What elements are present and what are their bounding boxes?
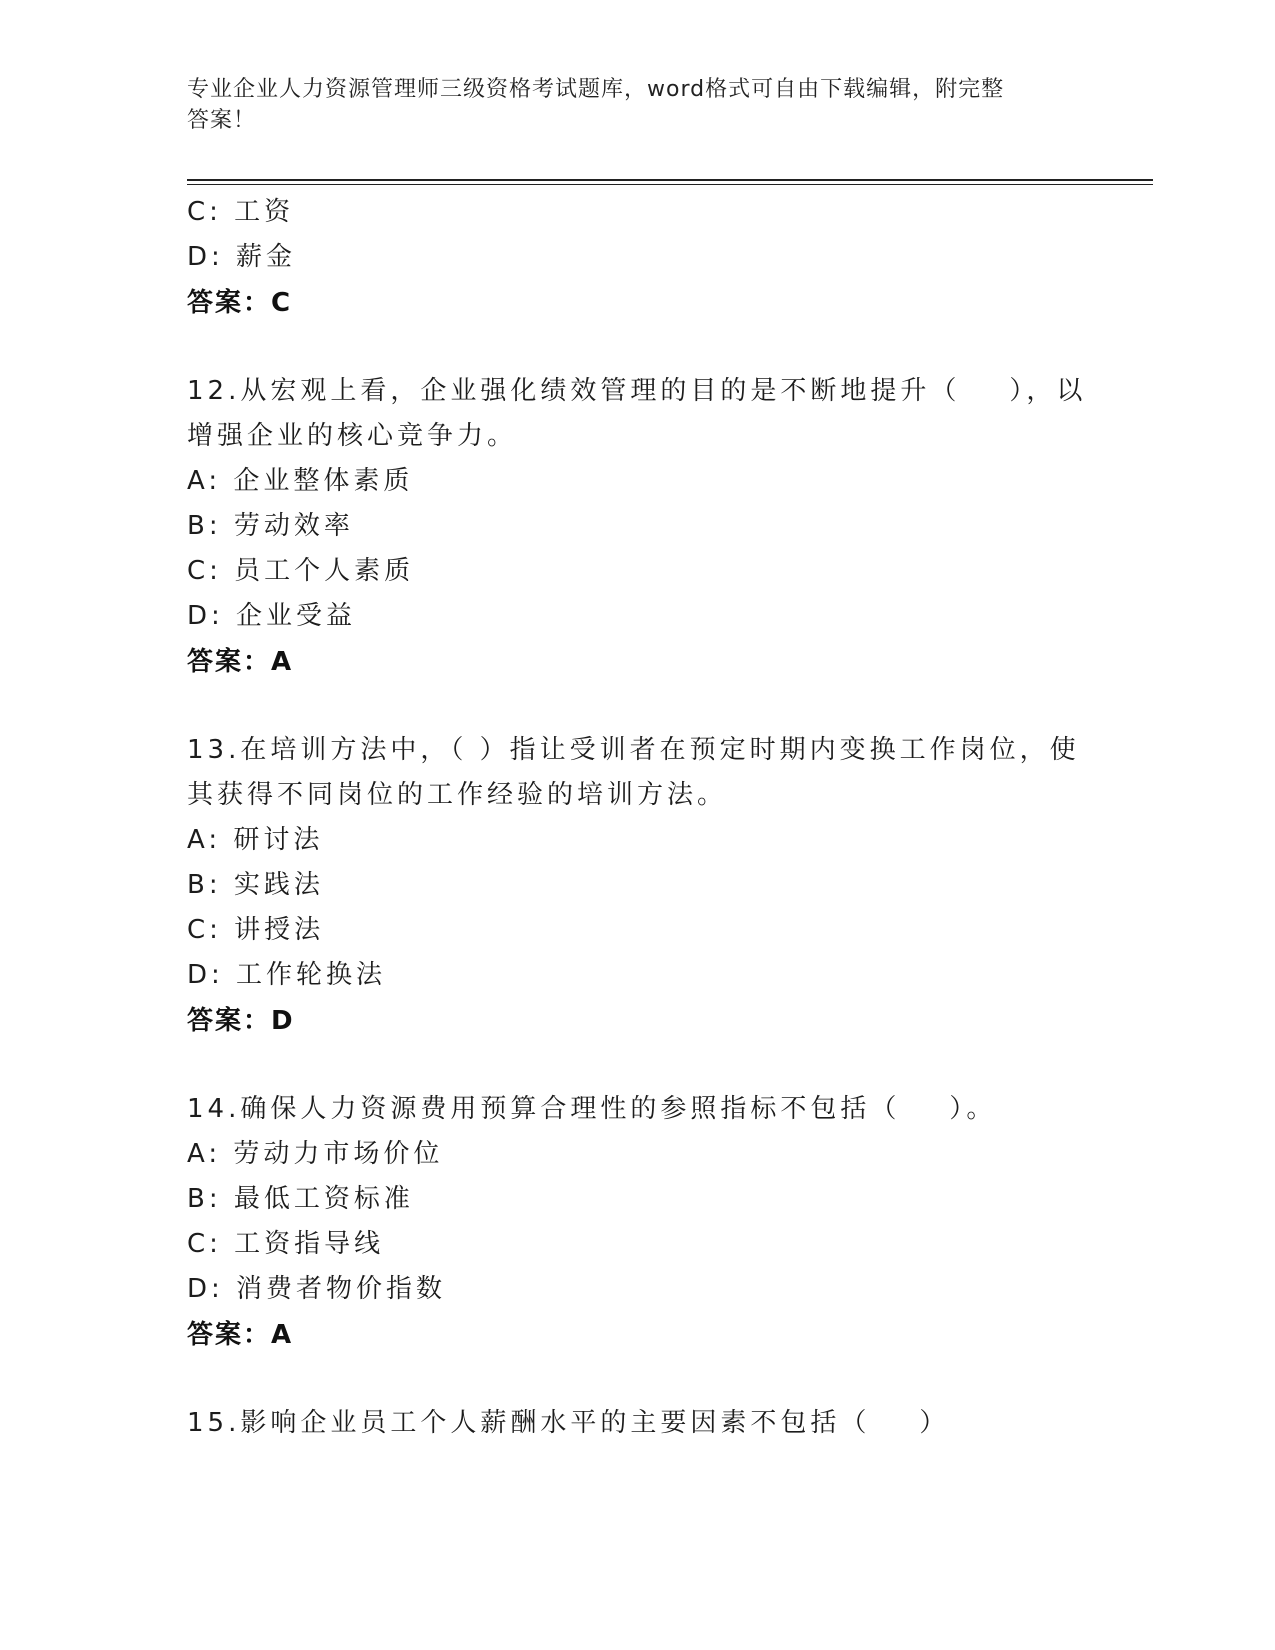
option-a: A: 研讨法 <box>187 825 324 855</box>
question-spacer <box>187 1358 1087 1401</box>
option-b: B: 最低工资标准 <box>187 1184 414 1214</box>
question-stem-line-2: 其获得不同岗位的工作经验的培训方法。 <box>187 780 728 810</box>
answer-line: 答案：C <box>187 288 293 318</box>
question-13 <box>187 728 1087 1044</box>
question-14 <box>187 1087 1087 1358</box>
question-list <box>187 190 1087 1446</box>
header-rule-thin <box>187 184 1153 185</box>
option-c: C: 工资指导线 <box>187 1229 385 1259</box>
option-d: D: 消费者物价指数 <box>187 1274 447 1304</box>
question-stem-line-1: 12.从宏观上看，企业强化绩效管理的目的是不断地提升（ ），以 <box>187 376 1087 406</box>
question-15 <box>187 1401 1087 1446</box>
question-spacer <box>187 685 1087 728</box>
header-rule-thick <box>187 179 1153 181</box>
page-header <box>187 74 1087 136</box>
answer-line: 答案：A <box>187 1320 294 1350</box>
answer-line: 答案：D <box>187 1006 295 1036</box>
option-d: D: 薪金 <box>187 242 297 272</box>
question-spacer <box>187 326 1087 369</box>
option-b: B: 劳动效率 <box>187 511 354 541</box>
question-12 <box>187 369 1087 685</box>
option-c: C: 员工个人素质 <box>187 556 415 586</box>
question-spacer <box>187 1044 1087 1087</box>
question-stem-line-1: 13.在培训方法中，（ ）指让受训者在预定时期内变换工作岗位，使 <box>187 735 1080 765</box>
option-a: A: 企业整体素质 <box>187 466 414 496</box>
question-11-tail <box>187 190 1087 326</box>
option-a: A: 劳动力市场价位 <box>187 1139 444 1169</box>
option-d: D: 工作轮换法 <box>187 960 387 990</box>
question-stem-line-1: 15.影响企业员工个人薪酬水平的主要因素不包括（ ） <box>187 1408 950 1438</box>
answer-line: 答案：A <box>187 647 294 677</box>
header-line-2: 答案！ <box>187 108 257 133</box>
header-line-1: 专业企业人力资源管理师三级资格考试题库，word格式可自由下载编辑，附完整 <box>187 77 1005 102</box>
option-c: C: 讲授法 <box>187 915 325 945</box>
option-c: C: 工资 <box>187 197 295 227</box>
question-stem-line-1: 14.确保人力资源费用预算合理性的参照指标不包括（ ）。 <box>187 1094 997 1124</box>
question-stem-line-2: 增强企业的核心竞争力。 <box>187 421 518 451</box>
option-b: B: 实践法 <box>187 870 324 900</box>
option-d: D: 企业受益 <box>187 601 357 631</box>
